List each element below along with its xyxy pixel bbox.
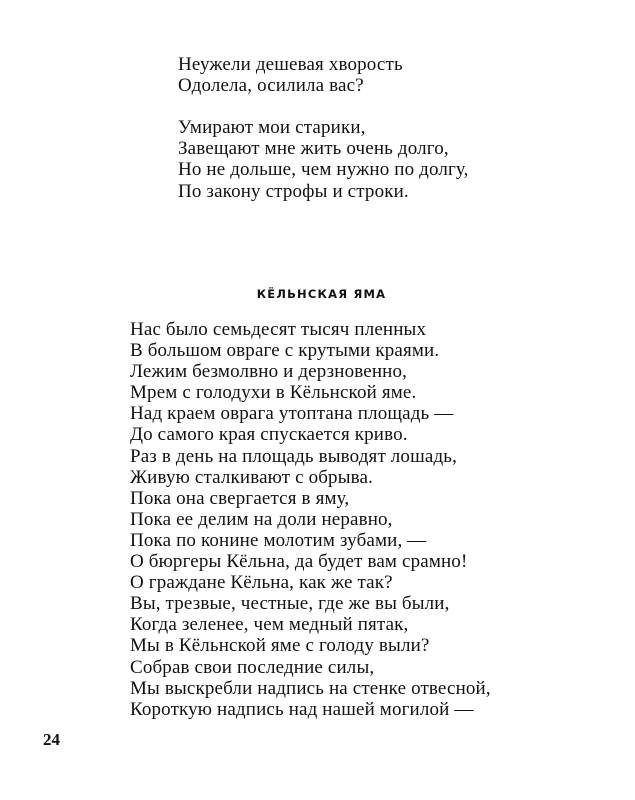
- verse-line: Короткую надпись над нашей могилой —: [130, 698, 474, 720]
- verse-line: Собрав свои последние силы,: [130, 656, 375, 678]
- poem-title: КЁЛЬНСКАЯ ЯМА: [256, 287, 387, 301]
- verse-line: Мы в Кёльнской яме с голоду выли?: [130, 635, 430, 657]
- verse-line: О граждане Кёльна, как же так?: [130, 572, 393, 594]
- verse-line: До самого края спускается криво.: [130, 424, 408, 446]
- verse-line: Нас было семьдесят тысяч пленных: [130, 319, 427, 340]
- verse-line: Одолела, осилила вас?: [178, 75, 364, 97]
- verse-line: В большом овраге с крутыми краями.: [130, 340, 440, 362]
- verse-line: Пока она свергается в яму,: [130, 487, 350, 509]
- stanza-previous-poem-2: [178, 117, 469, 202]
- verse-line: Когда зеленее, чем медный пятак,: [130, 614, 409, 636]
- poem-body: [130, 319, 491, 720]
- verse-line: О бюргеры Кёльна, да будет вам срамно!: [130, 551, 468, 573]
- verse-line: Завещают мне жить очень долго,: [178, 138, 449, 160]
- verse-line: Вы, трезвые, честные, где же вы были,: [130, 593, 450, 615]
- verse-line: Но не дольше, чем нужно по долгу,: [178, 159, 469, 181]
- verse-line: Мы выскребли надпись на стенке отвесной,: [130, 677, 491, 699]
- verse-line: Мрем с голодухи в Кёльнской яме.: [130, 382, 417, 404]
- stanza-previous-poem-1: [178, 54, 403, 96]
- verse-line: Неужели дешевая хворость: [178, 54, 403, 75]
- verse-line: Живую сталкивают с обрыва.: [130, 466, 373, 488]
- verse-line: По закону строфы и строки.: [178, 180, 409, 202]
- verse-line: Пока по конине молотим зубами, —: [130, 529, 427, 551]
- verse-line: Умирают мои старики,: [178, 117, 366, 138]
- verse-line: Пока ее делим на доли неравно,: [130, 508, 393, 530]
- page-number: 24: [43, 730, 60, 749]
- verse-line: Лежим безмолвно и дерзновенно,: [130, 361, 408, 383]
- verse-line: Раз в день на площадь выводят лошадь,: [130, 445, 457, 467]
- verse-line: Над краем оврага утоптана площадь —: [130, 403, 454, 425]
